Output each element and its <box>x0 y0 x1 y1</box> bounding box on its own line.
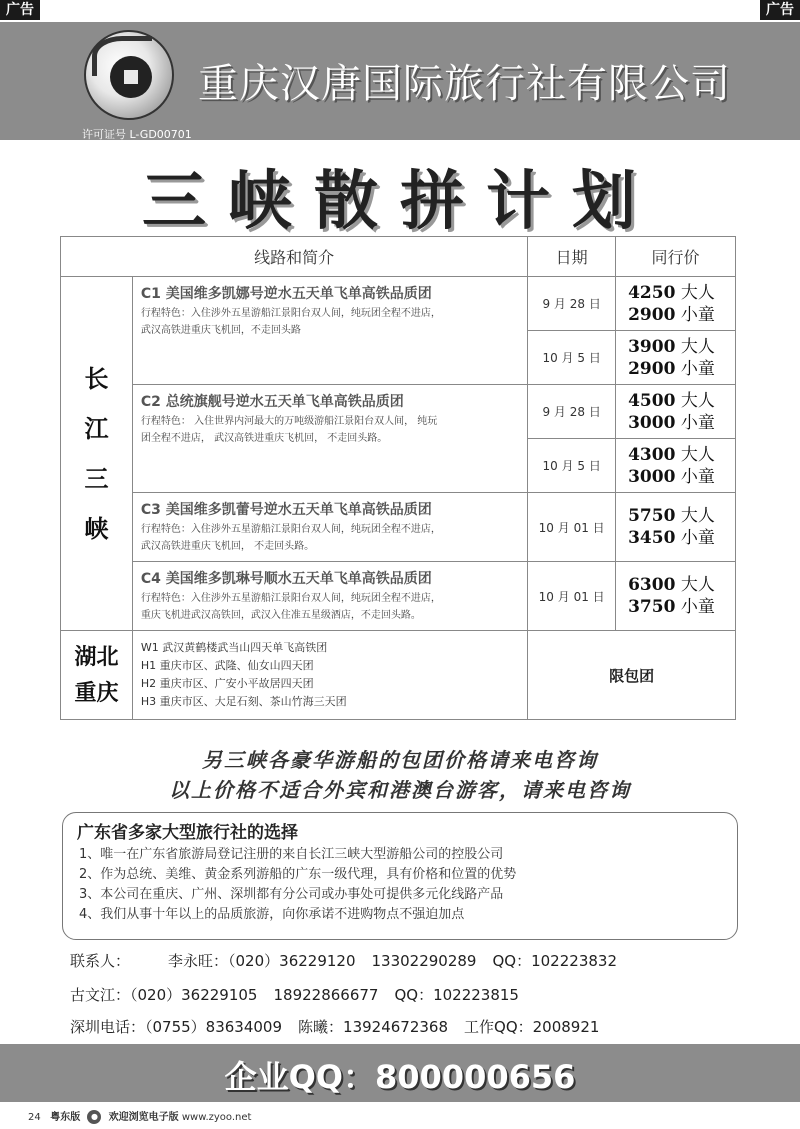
advantages-box <box>62 812 738 940</box>
publication-logo-icon: ● <box>87 1110 101 1124</box>
date-cell: 10 月 5 日 <box>528 439 616 493</box>
price-cell: 4500 大人 3000 小童 <box>616 385 736 439</box>
list-item: H1 重庆市区、武隆、仙女山四天团 <box>140 659 314 672</box>
contact-line-1: 联系人： 李永旺：（020）36229120 13302290289 QQ：102223832 <box>70 952 617 970</box>
list-item: H3 重庆市区、大足石刻、茶山竹海三天团 <box>140 695 347 708</box>
welcome-text: 欢迎浏览电子版 <box>108 1112 179 1123</box>
region-hubei-chongqing: 湖北 重庆 <box>61 631 133 720</box>
charter-label: 限包团 <box>528 631 736 720</box>
date-cell: 9 月 28 日 <box>528 385 616 439</box>
qq-banner-text: 企业QQ：800000656 <box>224 1058 576 1096</box>
contact-line-2: 古文江：（020）36229105 18922866677 QQ：102223815 <box>70 986 519 1004</box>
company-logo-icon <box>84 30 174 120</box>
date-cell: 9 月 28 日 <box>528 277 616 331</box>
company-name: 重庆汉唐国际旅行社有限公司 <box>198 61 731 107</box>
date-cell: 10 月 01 日 <box>528 562 616 631</box>
edition-label: 粤东版 <box>50 1112 81 1123</box>
price-cell: 6300 大人 3750 小童 <box>616 562 736 631</box>
route-c2: C2 总统旗舰号逆水五天单飞单高铁品质团 行程特色： 入住世界内河最大的万吨级游船江景阳台双人间， 纯玩 团全程不进店， 武汉高铁进重庆飞机回， 不走回头路。 <box>132 385 527 493</box>
ad-label-right: 广告 <box>760 0 800 20</box>
list-item: H2 重庆市区、广安小平故居四天团 <box>140 677 314 690</box>
company-header <box>0 22 800 140</box>
region-yangtze: 长 江 三 峡 <box>61 277 133 631</box>
ad-label-left: 广告 <box>0 0 40 20</box>
header-price: 同行价 <box>616 237 736 277</box>
note-line-1: 另三峡各豪华游船的包团价格请来电咨询 <box>202 748 598 772</box>
page-number: 24 <box>28 1112 41 1123</box>
header-route: 线路和简介 <box>61 237 528 277</box>
route-c4: C4 美国维多凯琳号顺水五天单飞单高铁品质团 行程特色：入住涉外五星游船江景阳台双人间，纯玩团全程不进店， 重庆飞机进武汉高铁回，武汉入住准五星级酒店，不走回头路。 <box>132 562 527 631</box>
contact-line-3: 深圳电话：（0755）83634009 陈曦：13924672368 工作QQ：2008921 <box>70 1018 600 1036</box>
page-title: 三峡散拼计划 <box>142 164 658 239</box>
advantages-title: 广东省多家大型旅行社的选择 <box>77 823 298 843</box>
price-cell: 5750 大人 3450 小童 <box>616 493 736 562</box>
date-cell: 10 月 5 日 <box>528 331 616 385</box>
note-line-2: 以上价格不适合外宾和港澳台游客，请来电咨询 <box>169 778 631 802</box>
list-item: 3、本公司在重庆、广州、深圳都有分公司或办事处可提供多元化线路产品 <box>79 887 504 902</box>
qq-banner <box>0 1044 800 1102</box>
page-footer <box>28 1108 251 1124</box>
price-cell: 3900 大人 2900 小童 <box>616 331 736 385</box>
list-item: W1 武汉黄鹤楼武当山四天单飞高铁团 <box>140 641 328 654</box>
route-table <box>60 236 736 720</box>
date-cell: 10 月 01 日 <box>528 493 616 562</box>
list-item: 2、作为总统、美维、黄金系列游船的广东一级代理，具有价格和位置的优势 <box>79 867 517 882</box>
price-cell: 4300 大人 3000 小童 <box>616 439 736 493</box>
list-item: 4、我们从事十年以上的品质旅游，向你承诺不进购物点不强迫加点 <box>79 907 465 922</box>
route-c3: C3 美国维多凯蕾号逆水五天单飞单高铁品质团 行程特色：入住涉外五星游船江景阳台双人间，纯玩团全程不进店， 武汉高铁进重庆飞机回， 不走回头路。 <box>132 493 527 562</box>
price-cell: 4250 大人 2900 小童 <box>616 277 736 331</box>
list-item: 1、唯一在广东省旅游局登记注册的来自长江三峡大型游船公司的控股公司 <box>79 847 504 862</box>
route-c1: C1 美国维多凯娜号逆水五天单飞单高铁品质团 行程特色：入住涉外五星游船江景阳台双人间，纯玩团全程不进店， 武汉高铁进重庆飞机回，不走回头路 <box>132 277 527 385</box>
group-tour-list <box>132 631 527 720</box>
license-number: 许可证号 L-GD00701 <box>82 128 192 141</box>
header-date: 日期 <box>528 237 616 277</box>
footer-url[interactable]: www.zyoo.net <box>181 1112 252 1123</box>
